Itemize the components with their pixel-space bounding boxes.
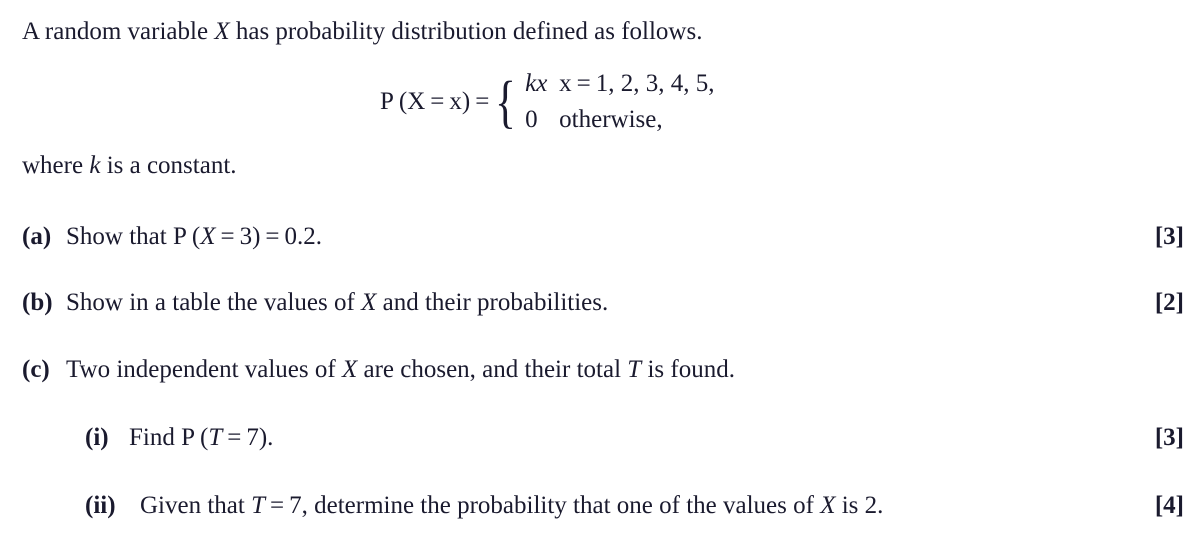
- question-c-ii-text: Given that T = 7, determine the probability that one of the values of X is 2.: [140, 492, 884, 519]
- formula-left-hand-side: P (X = x) =: [380, 88, 490, 116]
- probability-distribution-formula: [380, 66, 715, 139]
- intro-paragraph: [22, 16, 702, 47]
- question-c-text: Two independent values of X are chosen, and their total T is found.: [66, 356, 735, 383]
- question-c-label: (c): [22, 356, 50, 383]
- formula-cases: [525, 66, 714, 139]
- question-c-i-text: Find P (T = 7).: [129, 424, 274, 451]
- formula-case1-condition: x = 1, 2, 3, 4, 5,: [559, 70, 715, 97]
- where-variable-k: k: [89, 152, 101, 179]
- question-b-marks: [2]: [1154, 289, 1184, 316]
- question-a-label: (a): [22, 223, 52, 250]
- question-b-text: Show in a table the values of X and their probabilities.: [66, 289, 609, 316]
- intro-text-part1: A random variable: [22, 18, 215, 45]
- where-constant-line: [22, 152, 237, 180]
- where-prefix: where: [22, 152, 90, 179]
- left-brace-icon: {: [495, 68, 517, 134]
- question-c-ii-marks: [4]: [1154, 492, 1184, 519]
- question-a-text: Show that P (X = 3) = 0.2.: [66, 223, 323, 250]
- formula-case2-expression: 0: [525, 106, 538, 134]
- question-c-i: [85, 424, 273, 452]
- question-a-marks: [3]: [1154, 223, 1184, 250]
- question-b: [22, 289, 608, 317]
- formula-case1-expression: kx: [525, 70, 548, 97]
- formula-case-row-1: [525, 66, 714, 102]
- question-c-i-marks: [3]: [1154, 424, 1184, 451]
- intro-variable-x: X: [214, 18, 230, 45]
- question-c: [22, 356, 735, 384]
- question-c-i-label: (i): [85, 424, 109, 451]
- intro-text-part2: has probability distribution defined as follows.: [229, 18, 703, 45]
- question-c-ii-label: (ii): [85, 492, 116, 519]
- question-b-label: (b): [22, 289, 53, 316]
- question-a: [22, 223, 322, 251]
- where-suffix: is a constant.: [100, 152, 237, 179]
- formula-case2-condition: otherwise,: [559, 106, 663, 134]
- question-c-ii: [85, 492, 883, 520]
- formula-case-row-2: [525, 102, 714, 138]
